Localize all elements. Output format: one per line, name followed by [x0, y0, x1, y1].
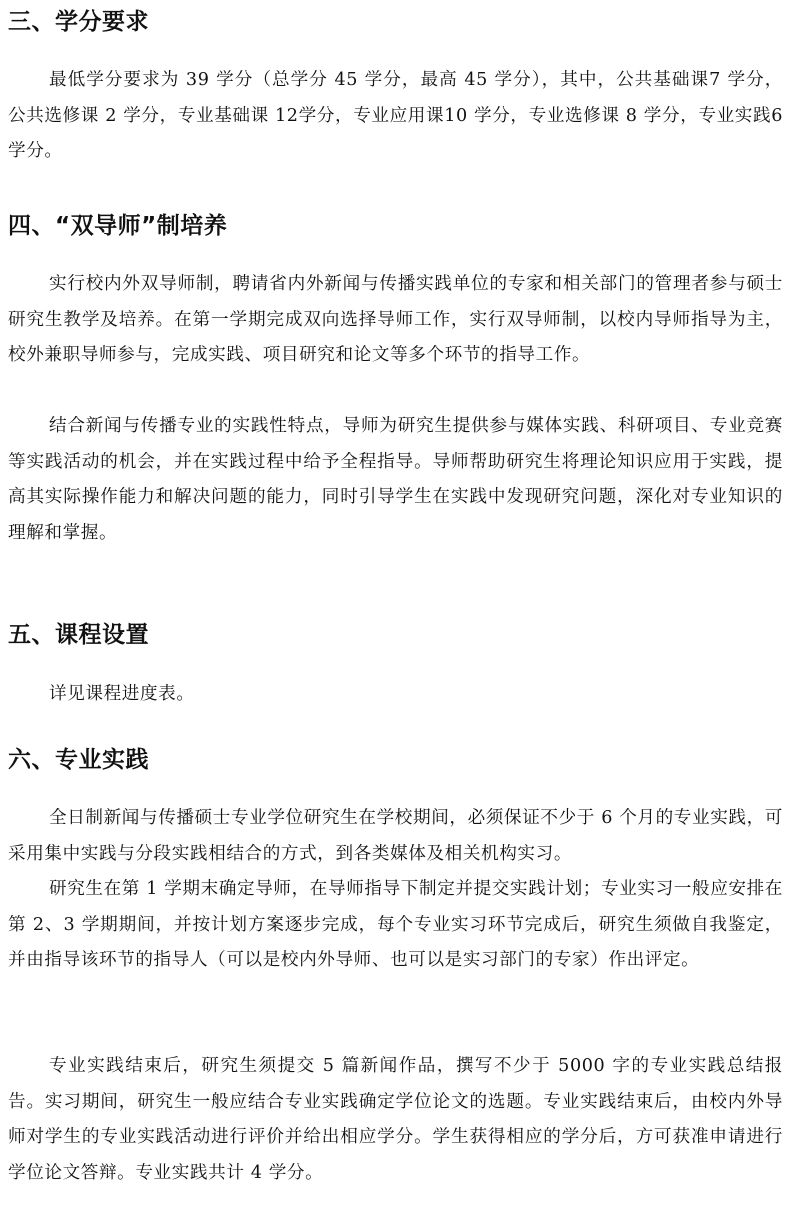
practice-paragraph-3: 专业实践结束后，研究生须提交 5 篇新闻作品，撰写不少于 5000 字的专业实践总结报告。实习期间，研究生一般应结合专业实践确定学位论文的选题。专业实践结束后，由校内外导师对学生的专业实践活动进行评价并给出相应学分。学生获得相应的学分后，方可获准申请进行学位论文答辩。专业实践共计 4 学分。 — [8, 1056, 783, 1183]
section-heading-curriculum: 五、课程设置 — [8, 622, 149, 648]
practice-paragraph-1: 全日制新闻与传播硕士专业学位研究生在学校期间，必须保证不少于 6 个月的专业实践，可采用集中实践与分段实践相结合的方式，到各类媒体及相关机构实习。 — [8, 808, 783, 864]
section-heading-dual-tutor: 四、“双导师”制培养 — [8, 213, 228, 239]
practice-paragraph-2: 研究生在第 1 学期末确定导师，在导师指导下制定并提交实践计划；专业实习一般应安排在第 2、3 学期期间，并按计划方案逐步完成，每个专业实习环节完成后，研究生须做自我鉴定，并由指导该环节的指导人（可以是校内外导师、也可以是实习部门的专家）作出评定。 — [8, 879, 783, 970]
dual-tutor-paragraph-2: 结合新闻与传播专业的实践性特点，导师为研究生提供参与媒体实践、科研项目、专业竞赛等实践活动的机会，并在实践过程中给予全程指导。导师帮助研究生将理论知识应用于实践，提高其实际操作能力和解决问题的能力，同时引导学生在实践中发现研究问题，深化对专业知识的理解和掌握。 — [8, 416, 783, 543]
curriculum-paragraph: 详见课程进度表。 — [49, 684, 195, 704]
section-heading-credits: 三、学分要求 — [8, 9, 149, 35]
section-heading-practice: 六、专业实践 — [8, 747, 149, 773]
credits-paragraph: 最低学分要求为 39 学分（总学分 45 学分，最高 45 学分），其中，公共基础课7 学分，公共选修课 2 学分，专业基础课 12学分，专业应用课10 学分，专业选修课 8 学分，专业实践6学分。 — [8, 70, 783, 161]
dual-tutor-paragraph-1: 实行校内外双导师制，聘请省内外新闻与传播实践单位的专家和相关部门的管理者参与硕士研究生教学及培养。在第一学期完成双向选择导师工作，实行双导师制，以校内导师指导为主，校外兼职导师参与，完成实践、项目研究和论文等多个环节的指导工作。 — [8, 274, 783, 365]
